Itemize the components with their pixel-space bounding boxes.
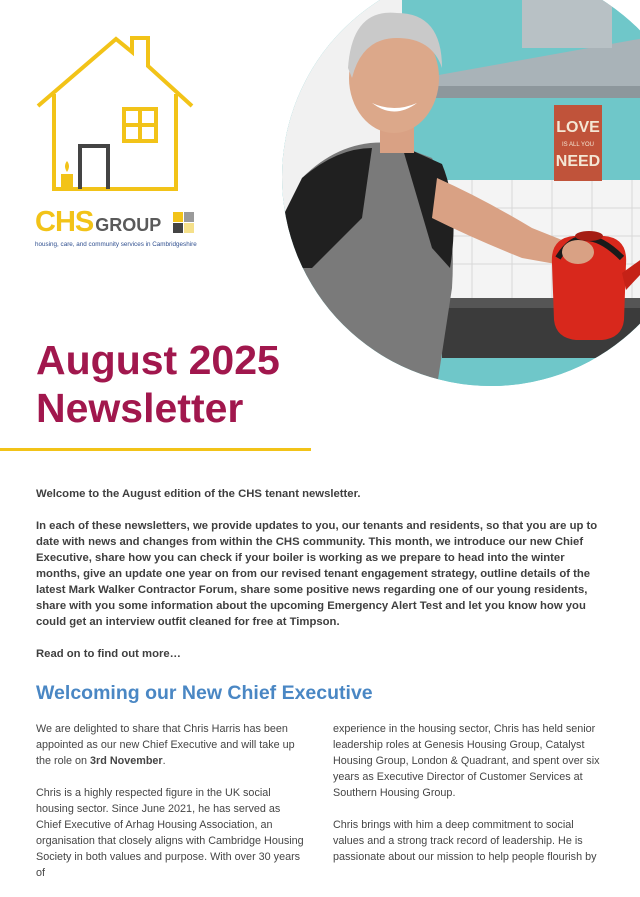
candle-icon <box>61 161 73 187</box>
chs-house-logo-icon <box>34 35 194 195</box>
newsletter-title <box>36 336 280 432</box>
section-heading: Welcoming our New Chief Executive <box>36 682 373 704</box>
title-underline-divider <box>0 448 311 451</box>
article-paragraph: We are delighted to share that Chris Harris has been appointed as our new Chief Executive and will take up the role on 3rd November. <box>36 723 295 767</box>
article-paragraph: Chris brings with him a deep commitment to social values and a strong track record of leadership. He is passionate about our mission to help people flourish by <box>333 819 597 863</box>
article-paragraph: experience in the housing sector, Chris has held senior leadership roles at Genesis Housing Group, Catalyst Housing Group, London & Quadrant, and spent over six years as Executive Director of Customer Services at Southern Housing Group. <box>333 723 600 799</box>
article-column-left <box>36 721 308 897</box>
svg-text:IS ALL YOU: IS ALL YOU <box>561 142 595 148</box>
love-sign-icon <box>554 105 602 181</box>
brand-group-text: GROUP <box>95 215 162 235</box>
title-line-2: Newsletter <box>36 385 244 431</box>
intro-summary: In each of these newsletters, we provide updates to you, our tenants and residents, so that you are up to date with news and changes from within the CHS community. This month, we introduce our new Chief Executive, share how you can check if your boiler is working as we prepare to head into the winter months, give an update one year on from our revised tenant engagement strategy, outline details of the latest Mark Walker Contractor Forum, share some positive news regarding one of our young residents, share with you some information about the upcoming Emergency Alert Test and let you know how you could get an interview outfit cleaned for free at Timpson. <box>36 520 598 628</box>
brand-chs-text: CHS <box>35 206 94 238</box>
svg-text:NEED: NEED <box>555 153 601 170</box>
start-date: 3rd November <box>90 755 163 767</box>
title-line-1: August 2025 <box>36 337 280 383</box>
brand-squares-icon <box>173 212 195 234</box>
svg-text:LOVE: LOVE <box>556 119 600 136</box>
hero-photo-illustration <box>282 0 640 386</box>
intro-read-on: Read on to find out more… <box>36 648 181 660</box>
brand-tagline: housing, care, and community services in Cambridgeshire <box>35 241 197 248</box>
article-paragraph: Chris is a highly respected figure in the UK social housing sector. Since June 2021, he has served as Chief Executive of Arhag Housing Association, an organisation that closely aligns with Cambridge Housing Society in both values and purpose. With over 30 years of <box>36 787 304 879</box>
intro-welcome: Welcome to the August edition of the CHS tenant newsletter. <box>36 488 361 500</box>
hero-photo <box>282 0 640 386</box>
chs-group-wordmark <box>35 206 197 248</box>
article-column-right <box>333 721 605 881</box>
intro-section <box>36 486 606 678</box>
